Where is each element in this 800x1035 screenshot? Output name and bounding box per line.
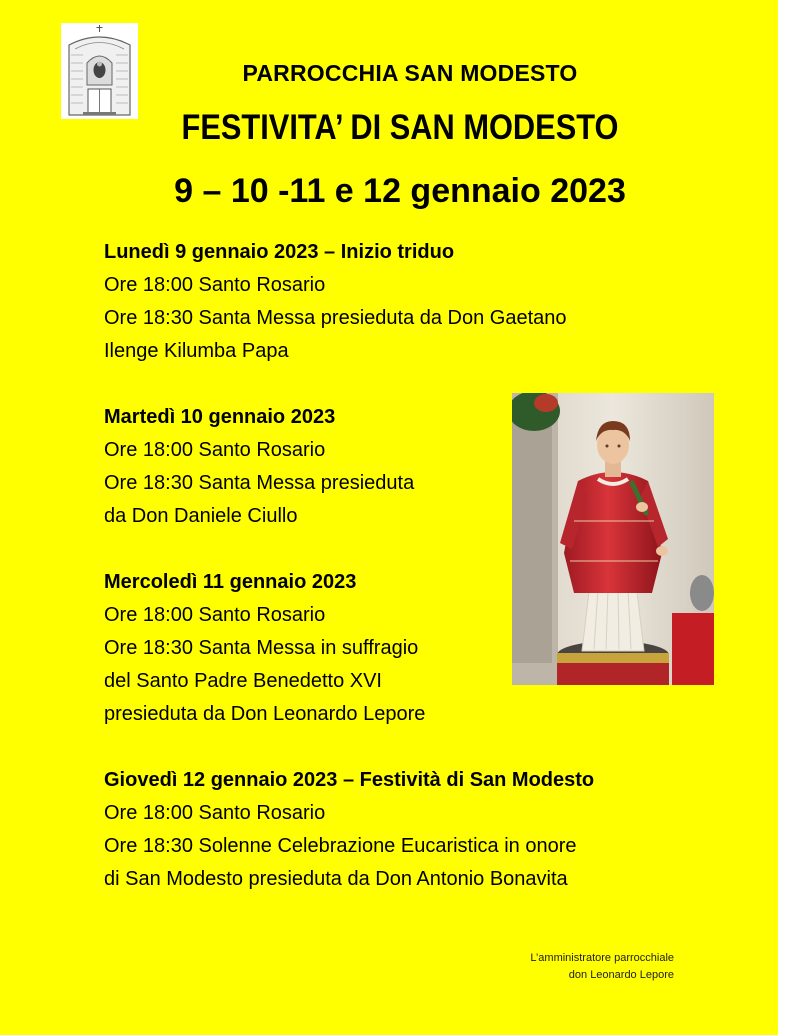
signature-role: L’amministratore parrocchiale [530,952,674,964]
event-line: Ore 18:30 Santa Messa in suffragio [104,637,419,659]
event-line: Ore 18:00 Santo Rosario [104,604,326,626]
event-line: Ore 18:30 Santa Messa presieduta da Don Gaetano [104,307,567,329]
event-line: Ilenge Kilumba Papa [104,340,289,362]
saint-statue-photo [512,393,714,685]
event-line: Ore 18:30 Santa Messa presieduta [104,472,415,494]
day-title: Giovedì 12 gennaio 2023 – Festività di San Modesto [104,769,595,791]
day-title: Martedì 10 gennaio 2023 [104,406,336,428]
event-line: del Santo Padre Benedetto XVI [104,670,382,692]
event-line: Ore 18:00 Santo Rosario [104,439,326,461]
day-title: Mercoledì 11 gennaio 2023 [104,571,357,593]
feast-dates: 9 – 10 -11 e 12 gennaio 2023 [174,172,626,210]
event-line: da Don Daniele Ciullo [104,505,298,527]
event-line: Ore 18:00 Santo Rosario [104,274,326,296]
signature-block [530,950,674,984]
signature-name: don Leonardo Lepore [568,969,674,981]
day-monday [104,236,744,368]
day-title: Lunedì 9 gennaio 2023 – Inizio triduo [104,241,455,263]
parish-name: PARROCCHIA SAN MODESTO [242,60,578,86]
event-line: Ore 18:00 Santo Rosario [104,802,326,824]
feast-title: FESTIVITA’ DI SAN MODESTO [181,108,619,147]
event-line: presieduta da Don Leonardo Lepore [104,703,426,725]
day-thursday [104,764,744,896]
event-line: di San Modesto presieduta da Don Antonio Bonavita [104,868,568,890]
event-line: Ore 18:30 Solenne Celebrazione Eucaristica in onore [104,835,577,857]
